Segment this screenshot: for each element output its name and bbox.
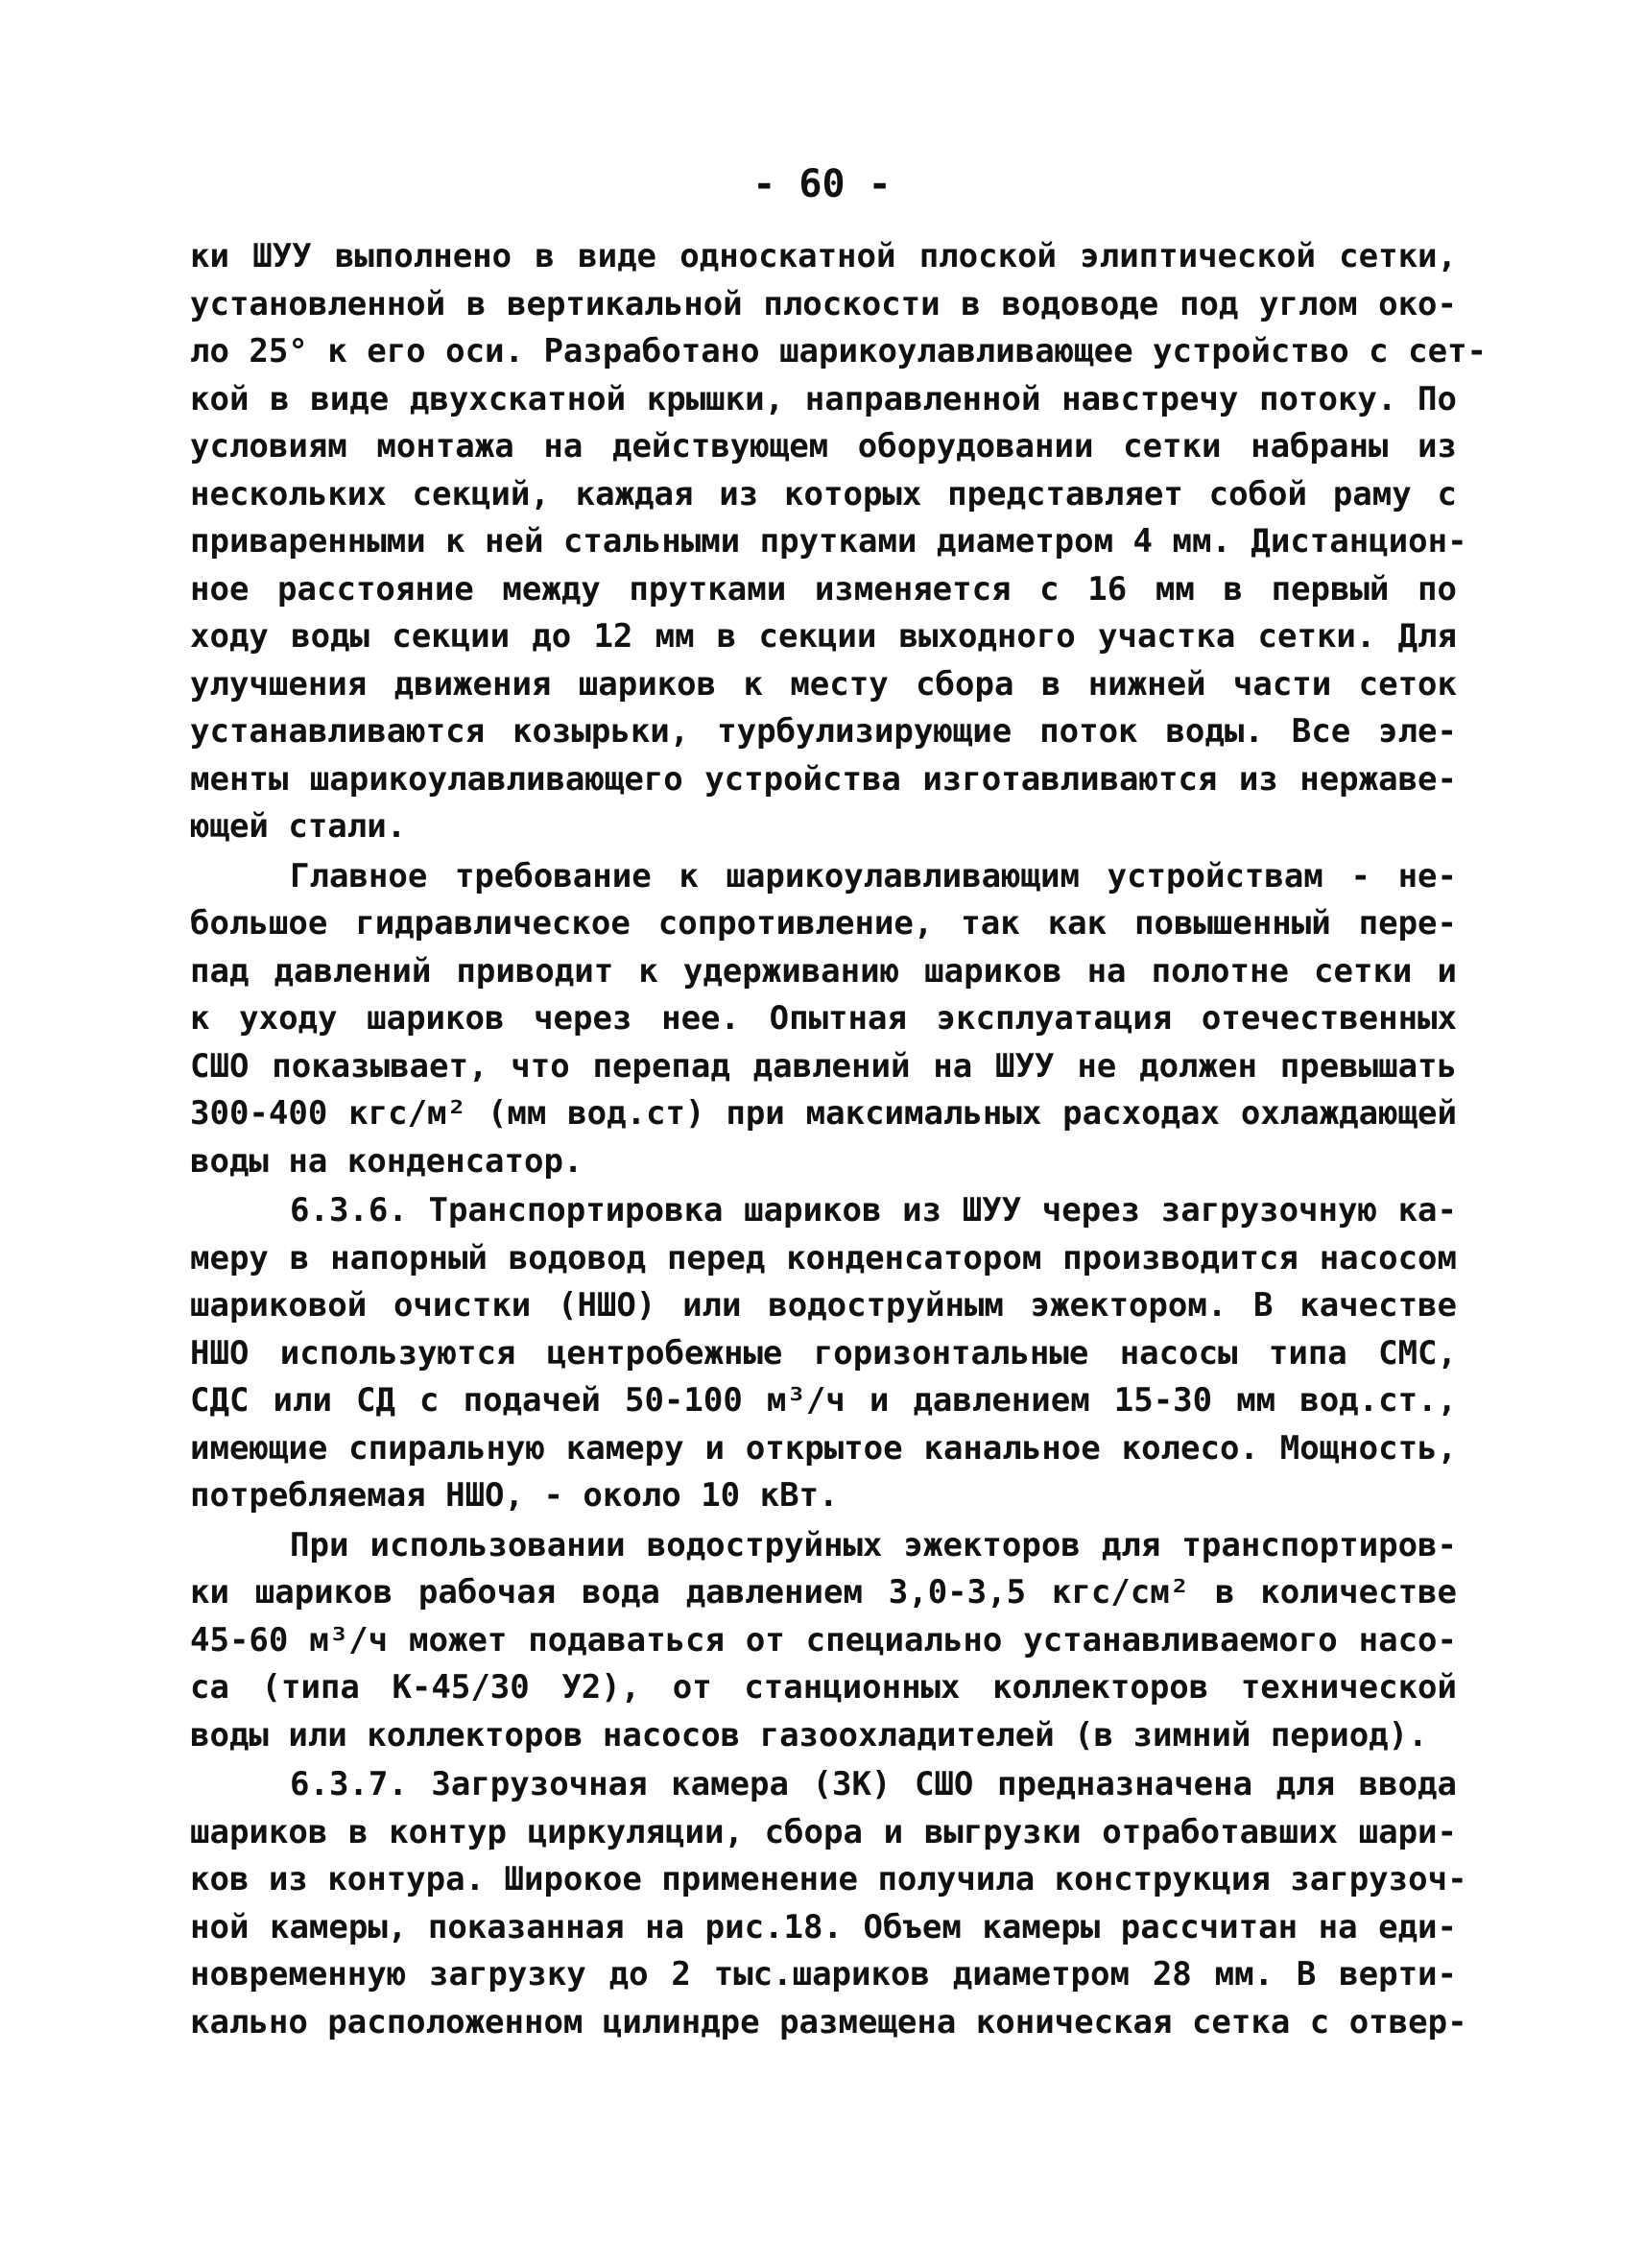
text-line: ки шариков рабочая вода давлением 3,0-3,5 кгс/см² в количестве xyxy=(190,1573,1457,1611)
text-line: 300-400 кгс/м² (мм вод.ст) при максимальных расходах охлаждающей xyxy=(190,1094,1457,1133)
text-line: меру в напорный водовод перед конденсатором производится насосом xyxy=(190,1238,1457,1277)
text-line: пад давлений приводит к удерживанию шариков на полотне сетки и xyxy=(190,951,1457,991)
text-line: НШО используются центробежные горизонтальные насосы типа СМС, xyxy=(190,1333,1457,1373)
text-line: условиям монтажа на действующем оборудовании сетки набраны из xyxy=(190,427,1457,466)
text-line: большое гидравлическое сопротивление, так как повышенный пере- xyxy=(190,904,1457,943)
text-line: ков из контура. Широкое применение получила конструкция загрузоч- xyxy=(190,1860,1467,1898)
text-line: СДС или СД с подачей 50-100 м³/ч и давлением 15-30 мм вод.ст., xyxy=(190,1381,1457,1420)
text-line: 6.3.6. Транспортировка шариков из ШУУ через загрузочную ка- xyxy=(290,1191,1457,1229)
text-line: приваренными к ней стальными прутками диаметром 4 мм. Дистанцион- xyxy=(190,522,1467,561)
text-line: При использовании водоструйных эжекторов для транспортиров- xyxy=(290,1525,1457,1564)
text-line: кой в виде двухскатной крышки, направленной навстречу потоку. По xyxy=(190,379,1457,418)
text-line: 45-60 м³/ч может подаваться от специально устанавливаемого насо- xyxy=(190,1620,1457,1659)
text-line: са (типа К-45/30 У2), от станционных коллекторов технической xyxy=(190,1668,1457,1707)
text-line: устанавливаются козырьки, турбулизирующие поток воды. Все эле- xyxy=(190,712,1457,751)
text-line: ки ШУУ выполнено в виде односкатной плоской элиптической сетки, xyxy=(190,237,1457,275)
paragraph xyxy=(190,233,1488,851)
text-line: имеющие спиральную камеру и открытое канальное колесо. Мощность, xyxy=(190,1428,1457,1468)
text-line: СШО показывает, что перепад давлений на ШУУ не должен превышать xyxy=(190,1046,1457,1086)
text-line: ло 25° к его оси. Разработано шарикоулавливающее устройство с сет- xyxy=(190,332,1488,370)
text-line: нескольких секций, каждая из которых представляет собой раму с xyxy=(190,474,1457,513)
text-line: ной камеры, показанная на рис.18. Объем камеры рассчитан на еди- xyxy=(190,1907,1457,1946)
text-line: шариков в контур циркуляции, сбора и выгрузки отработавших шари- xyxy=(190,1812,1457,1851)
text-line: улучшения движения шариков к месту сбора в нижней части сеток xyxy=(190,664,1457,704)
text-line: воды на конденсатор. xyxy=(190,1141,584,1181)
paragraph xyxy=(190,1187,1457,1520)
paragraph xyxy=(190,853,1457,1186)
text-line: шариковой очистки (НШО) или водоструйным эжектором. В качестве xyxy=(190,1286,1457,1325)
text-line: Главное требование к шарикоулавливающим устройствам - не- xyxy=(290,856,1457,895)
paragraph xyxy=(190,1522,1457,1760)
text-line: к уходу шариков через нее. Опытная эксплуатация отечественных xyxy=(190,999,1457,1038)
page-number: - 60 - xyxy=(752,162,892,206)
text-line: менты шарикоулавливающего устройства изготавливаются из нержаве- xyxy=(190,759,1457,799)
text-line: ное расстояние между прутками изменяется с 16 мм в первый по xyxy=(190,569,1457,609)
text-line: 6.3.7. Загрузочная камера (ЗК) СШО предназначена для ввода xyxy=(290,1765,1457,1803)
text-line: воды или коллекторов насосов газоохладителей (в зимний период). xyxy=(190,1715,1428,1755)
body-text xyxy=(190,233,1488,2046)
text-line: кально расположенном цилиндре размещена коническая сетка с отвер- xyxy=(190,2002,1467,2041)
text-line: ющей стали. xyxy=(190,807,407,846)
text-line: ходу воды секции до 12 мм в секции выходного участка сетки. Для xyxy=(190,617,1457,656)
text-line: установленной в вертикальной плоскости в водоводе под углом око- xyxy=(190,284,1457,323)
text-line: новременную загрузку до 2 тыс.шариков диаметром 28 мм. В верти- xyxy=(190,1955,1457,1993)
text-line: потребляемая НШО, - около 10 кВт. xyxy=(190,1476,839,1515)
paragraph xyxy=(190,1761,1467,2046)
